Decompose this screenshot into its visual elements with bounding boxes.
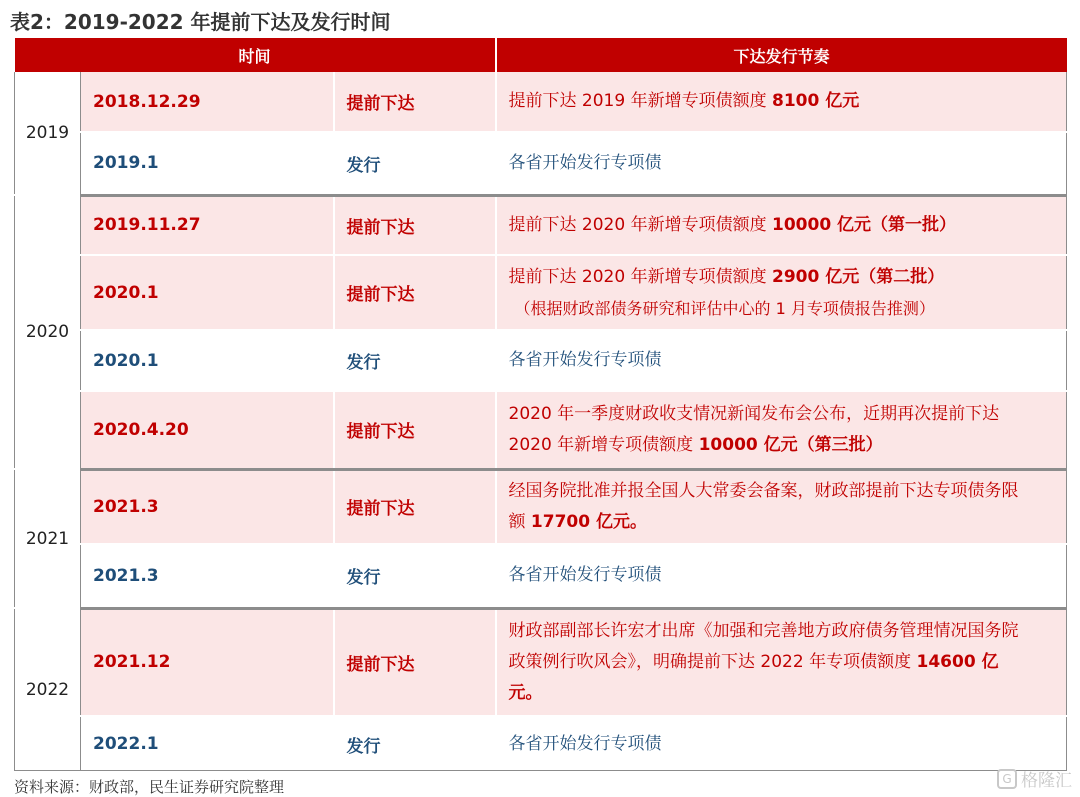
table-row <box>15 716 1067 772</box>
type-cell: 提前下达 <box>334 255 496 330</box>
type-cell: 提前下达 <box>334 608 496 716</box>
desc-cell: 各省开始发行专项债 <box>496 716 1067 772</box>
type-cell: 提前下达 <box>334 72 496 132</box>
year-cell: 2022 <box>15 608 81 772</box>
table-row <box>15 469 1067 544</box>
desc-cell: 2020 年一季度财政收支情况新闻发布会公布，近期再次提前下达 2020 年新增专项债额度 10000 亿元（第三批） <box>496 391 1067 469</box>
desc-cell: 提前下达 2020 年新增专项债额度 2900 亿元（第二批） （根据财政部债务研究和评估中心的 1 月专项债报告推测） <box>496 255 1067 330</box>
table-bottom-border <box>14 770 1066 771</box>
date-cell: 2019.1 <box>81 132 334 195</box>
year-cell: 2020 <box>15 195 81 469</box>
table-row <box>15 608 1067 716</box>
desc-cell: 提前下达 2019 年新增专项债额度 8100 亿元 <box>496 72 1067 132</box>
year-cell: 2021 <box>15 469 81 608</box>
table-row <box>15 544 1067 608</box>
table-title: 表2：2019-2022 年提前下达及发行时间 <box>10 10 391 34</box>
table-row <box>15 72 1067 132</box>
table-row <box>15 195 1067 255</box>
table-row <box>15 330 1067 391</box>
table-header-row <box>15 38 1067 72</box>
desc-cell: 各省开始发行专项债 <box>496 330 1067 391</box>
header-rhythm: 下达发行节奏 <box>496 38 1067 72</box>
type-cell: 发行 <box>334 132 496 195</box>
desc-cell: 经国务院批准并报全国人大常委会备案，财政部提前下达专项债务限 额 17700 亿元。 <box>496 469 1067 544</box>
type-cell: 发行 <box>334 716 496 772</box>
date-cell: 2021.12 <box>81 608 334 716</box>
table-row <box>15 132 1067 195</box>
date-cell: 2020.1 <box>81 330 334 391</box>
desc-cell: 各省开始发行专项债 <box>496 544 1067 608</box>
table-row <box>15 391 1067 469</box>
source-note: 资料来源：财政部，民生证券研究院整理 <box>14 778 285 796</box>
header-time: 时间 <box>15 38 496 72</box>
watermark <box>997 766 1072 791</box>
date-cell: 2018.12.29 <box>81 72 334 132</box>
date-cell: 2022.1 <box>81 716 334 772</box>
date-cell: 2019.11.27 <box>81 195 334 255</box>
desc-cell: 提前下达 2020 年新增专项债额度 10000 亿元（第一批） <box>496 195 1067 255</box>
schedule-table <box>14 38 1067 773</box>
type-cell: 提前下达 <box>334 391 496 469</box>
type-cell: 发行 <box>334 544 496 608</box>
type-cell: 发行 <box>334 330 496 391</box>
watermark-logo-icon: G <box>997 769 1017 789</box>
type-cell: 提前下达 <box>334 195 496 255</box>
date-cell: 2021.3 <box>81 544 334 608</box>
desc-cell: 各省开始发行专项债 <box>496 132 1067 195</box>
date-cell: 2020.4.20 <box>81 391 334 469</box>
year-cell: 2019 <box>15 72 81 195</box>
watermark-text: 格隆汇 <box>1021 771 1072 791</box>
desc-cell: 财政部副部长许宏才出席《加强和完善地方政府债务管理情况国务院 政策例行吹风会》，明确提前下达 2022 年专项债额度 14600 亿 元。 <box>496 608 1067 716</box>
table-row <box>15 255 1067 330</box>
date-cell: 2021.3 <box>81 469 334 544</box>
type-cell: 提前下达 <box>334 469 496 544</box>
desc-note: （根据财政部债务研究和评估中心的 1 月专项债报告推测） <box>514 298 935 318</box>
date-cell: 2020.1 <box>81 255 334 330</box>
